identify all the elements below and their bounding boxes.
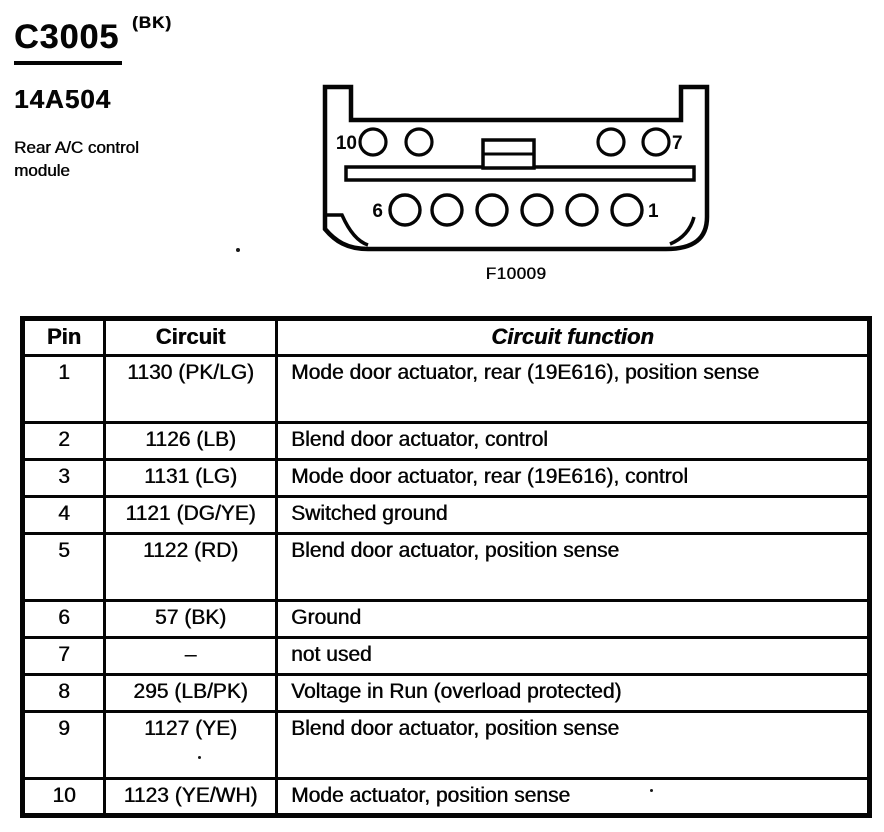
table-row [23, 779, 870, 816]
function-cell: Switched ground [277, 497, 870, 534]
function-cell: Blend door actuator, position sense [277, 712, 870, 779]
connector-description: Rear A/C control module [14, 138, 139, 180]
connector-id: C3005 [14, 20, 122, 65]
function-cell: Blend door actuator, control [277, 423, 870, 460]
pin-cell: 9 [23, 712, 105, 779]
scan-speck [236, 248, 240, 252]
function-cell: Ground [277, 601, 870, 638]
pin-cell: 1 [23, 356, 105, 423]
circuit-cell: 1123 (YE/WH) [105, 779, 277, 816]
pin-cavity-4 [477, 195, 507, 225]
connector-face-diagram [322, 84, 710, 254]
pin-cavity-3 [522, 195, 552, 225]
circuit-cell: 1130 (PK/LG) [105, 356, 277, 423]
pin-cavity-6 [390, 195, 420, 225]
circuit-cell: 1131 (LG) [105, 460, 277, 497]
pin-cell: 4 [23, 497, 105, 534]
circuit-cell: 57 (BK) [105, 601, 277, 638]
function-cell: Mode actuator, position sense [277, 779, 870, 816]
pin-cavity-8 [598, 129, 624, 155]
pin-cell: 7 [23, 638, 105, 675]
circuit-cell: 295 (LB/PK) [105, 675, 277, 712]
circuit-cell: 1127 (YE) [105, 712, 277, 779]
pin-cavity-2 [567, 195, 597, 225]
scan-speck [198, 756, 201, 759]
pinout-table [20, 316, 872, 818]
table-row [23, 712, 870, 779]
function-cell: Mode door actuator, rear (19E616), control [277, 460, 870, 497]
connector-outline-drawing [322, 84, 710, 254]
pin-cavity-10 [360, 129, 386, 155]
pin-cell: 8 [23, 675, 105, 712]
pin-label-10: 10 [335, 133, 357, 154]
pin-cell: 3 [23, 460, 105, 497]
pin-cavity-7 [643, 129, 669, 155]
circuit-cell: 1122 (RD) [105, 534, 277, 601]
function-cell: Mode door actuator, rear (19E616), position sense [277, 356, 870, 423]
table-row [23, 601, 870, 638]
table-row [23, 497, 870, 534]
function-cell: Voltage in Run (overload protected) [277, 675, 870, 712]
circuit-cell: 1121 (DG/YE) [105, 497, 277, 534]
pin-label-7: 7 [672, 133, 683, 154]
function-cell: Blend door actuator, position sense [277, 534, 870, 601]
table-row [23, 423, 870, 460]
column-header-pin: Pin [23, 319, 105, 356]
table-row [23, 534, 870, 601]
connector-color-code: (BK) [132, 13, 172, 32]
table-row [23, 356, 870, 423]
table-header-row [23, 319, 870, 356]
circuit-cell: 1126 (LB) [105, 423, 277, 460]
pin-cavity-9 [406, 129, 432, 155]
circuit-cell: – [105, 638, 277, 675]
figure-caption: F10009 [485, 264, 547, 283]
pin-cavity-5 [432, 195, 462, 225]
table-row [23, 675, 870, 712]
column-header-circuit: Circuit [105, 319, 277, 356]
pin-cell: 6 [23, 601, 105, 638]
part-number: 14A504 [14, 84, 112, 114]
pin-cell: 2 [23, 423, 105, 460]
pin-label-1: 1 [648, 201, 659, 222]
pin-cell: 5 [23, 534, 105, 601]
pin-cavity-1 [612, 195, 642, 225]
table-row [23, 638, 870, 675]
table-row [23, 460, 870, 497]
function-cell: not used [277, 638, 870, 675]
scan-speck [650, 789, 653, 792]
pin-label-6: 6 [372, 201, 383, 222]
column-header-function: Circuit function [277, 319, 870, 356]
title-block [14, 20, 122, 65]
pin-cell: 10 [23, 779, 105, 816]
